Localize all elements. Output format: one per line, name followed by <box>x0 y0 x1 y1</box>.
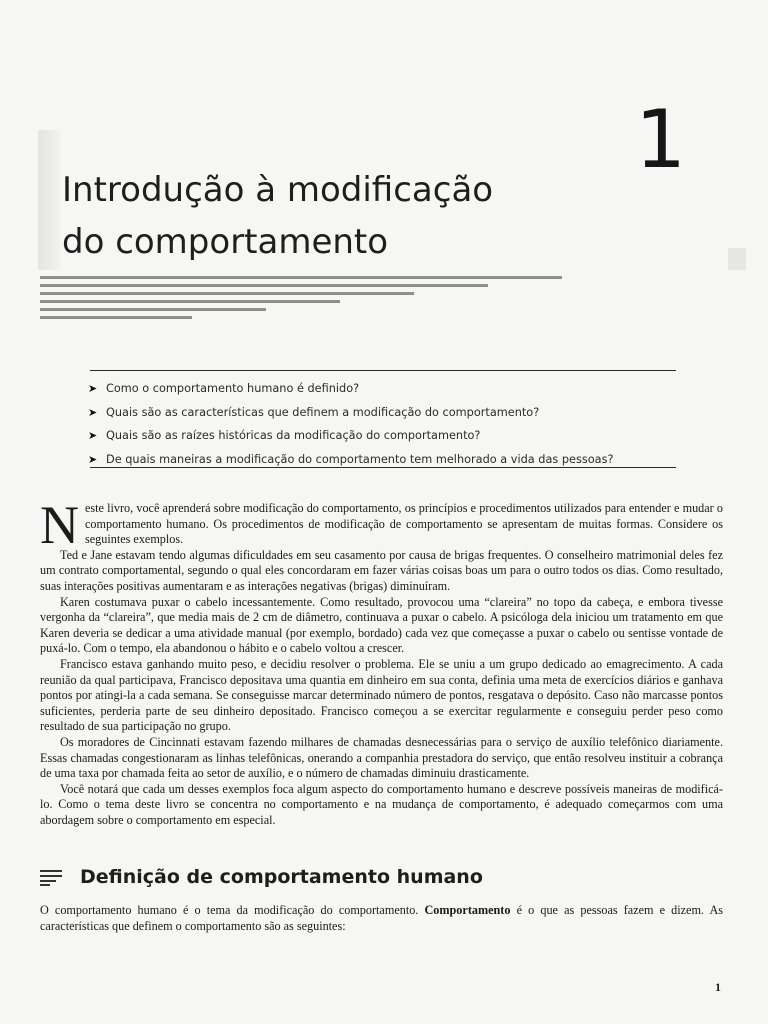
example-paragraph: Os moradores de Cincinnati estavam fazendo milhares de chamadas desnecessárias para o serviço de auxílio telefônico diariamente. Essas chamadas congestionaram as linhas telefônicas, onerando a companhia prestadora do serviço, que então resolveu instituir a cobrança de uma taxa por chamada feita ao setor de auxílio, e o número de chamadas diminuiu drasticamente. <box>40 734 723 781</box>
objective-item: ➤ Quais são as características que definem a modificação do comportamento? <box>88 405 540 419</box>
chapter-title-line-1: Introdução à modificação <box>62 170 494 210</box>
page-number: 1 <box>715 980 721 994</box>
title-bar <box>40 316 192 319</box>
drop-cap: N <box>40 495 79 555</box>
page-shadow-left <box>38 130 60 270</box>
title-bar <box>40 300 340 303</box>
section-title: Definição de comportamento humano <box>80 866 483 888</box>
objective-item: ➤ Como o comportamento humano é definido? <box>88 382 360 396</box>
intro-text <box>40 495 723 828</box>
page-shadow-right <box>728 248 746 270</box>
intro-paragraph: Neste livro, você aprenderá sobre modificação do comportamento, os princípios e procedimentos utilizados para entender e mudar o comportamento humano. Os procedimentos de modificação de comportamento se apresentam de muitas formas. Considere os seguintes exemplos. <box>40 495 723 555</box>
section-paragraph: O comportamento humano é o tema da modificação do comportamento. Comportamento é o que as pessoas fazem e dizem. As características que definem o comportamento são as seguintes: <box>40 903 723 933</box>
section-body <box>40 903 723 934</box>
section-heading <box>40 866 740 888</box>
closing-paragraph: Você notará que cada um desses exemplos foca algum aspecto do comportamento humano e descreve possíveis maneiras de modificá-lo. Como o tema deste livro se concentra no comportamento e na mudança de comportamento, é adequado começarmos com uma abordagem sobre o comportamento em especial. <box>40 781 723 827</box>
chapter-objectives <box>88 377 688 471</box>
objective-item: ➤ De quais maneiras a modificação do comportamento tem melhorado a vida das pessoas? <box>88 452 614 466</box>
objectives-top-rule <box>90 370 676 371</box>
example-paragraph: Karen costumava puxar o cabelo incessantemente. Como resultado, provocou uma “clareira” no topo da cabeça, e embora tivesse vergonha da “clareira”, que media mais de 2 cm de diâmetro, continuava a puxar o cabelo. A psicóloga dela iniciou um tratamento em que Karen deveria se dedicar a uma atividade manual (por exemplo, bordado) cada vez que começasse a puxar o cabelo ou sentisse vontade de puxá-lo. Com o tempo, ela abandonou o hábito e o cabelo voltou a crescer. <box>40 594 723 656</box>
title-bar <box>40 308 266 311</box>
arrow-icon: ➤ <box>88 452 98 466</box>
arrow-icon: ➤ <box>88 429 98 443</box>
example-paragraph: Ted e Jane estavam tendo algumas dificuldades em seu casamento por causa de brigas frequentes. O conselheiro matrimonial deles fez um contrato comportamental, segundo o qual eles concordaram em fazer várias coisas boas um para o outro todos os dias. Como resultado, suas interações positivas aumentaram e as interações negativas (brigas) diminuíram. <box>40 547 723 593</box>
chapter-title <box>62 164 622 268</box>
list-lines-icon <box>40 869 62 885</box>
bold-term: Comportamento <box>424 903 511 917</box>
title-bar <box>40 276 562 279</box>
chapter-title-line-2: do comportamento <box>62 222 389 262</box>
title-bar <box>40 292 414 295</box>
example-paragraph: Francisco estava ganhando muito peso, e decidiu resolver o problema. Ele se uniu a um grupo dedicado ao emagrecimento. A cada reunião da qual participava, Francisco depositava uma quantia em dinheiro em sua conta, definia uma meta de exercícios diários e ganhava pontos por atingi-la a cada semana. Se conseguisse marcar determinado número de pontos, resgatava o depósito. Caso não marcasse pontos suficientes, perderia parte de seu dinheiro depositado. Francisco começou a se exercitar regularmente e conseguiu perder peso como resultado de sua participação no grupo. <box>40 656 723 734</box>
arrow-icon: ➤ <box>88 382 98 396</box>
arrow-icon: ➤ <box>88 405 98 419</box>
objectives-bottom-rule <box>90 467 676 468</box>
chapter-number: 1 <box>635 93 686 186</box>
objective-item: ➤ Quais são as raízes históricas da modificação do comportamento? <box>88 429 481 443</box>
title-bar <box>40 284 488 287</box>
